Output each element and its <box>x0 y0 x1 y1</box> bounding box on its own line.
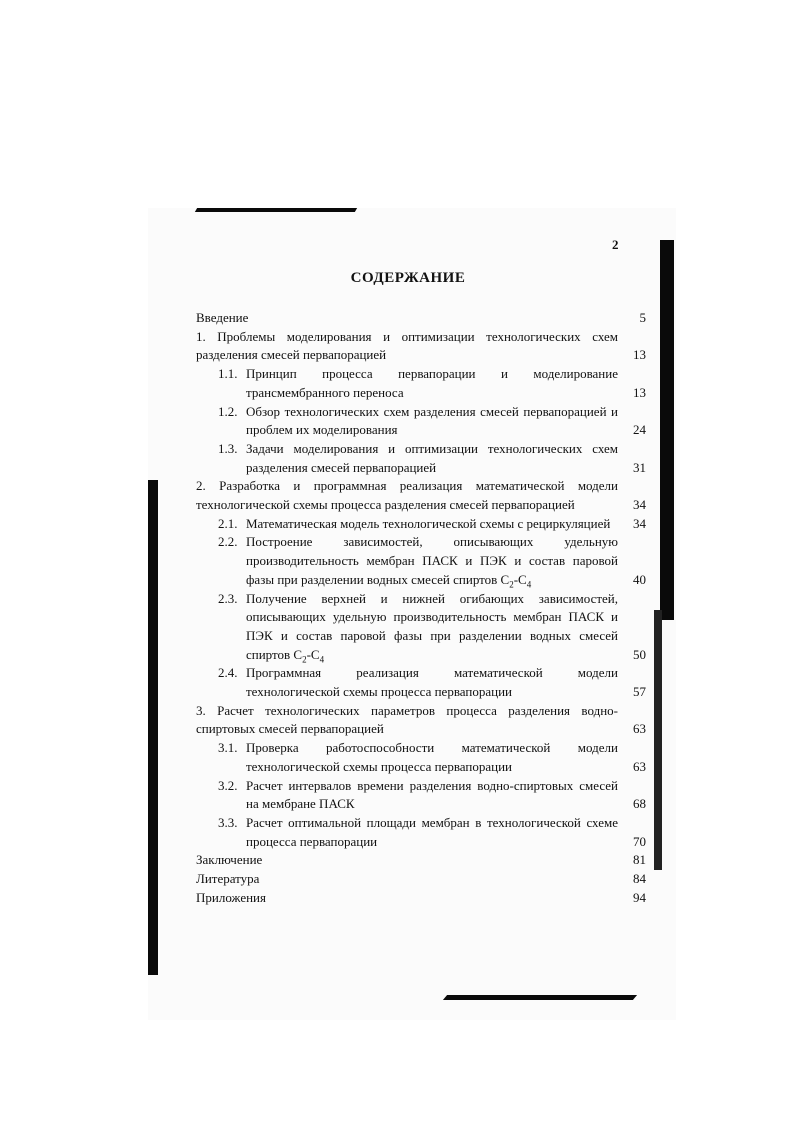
toc-title-text: Получение верхней и нижней огибающих зависимостей, описывающих удельную производительность мембран ПАСК и ПЭК и состав паровой фазы при разделении водных смесей спиртов C <box>246 590 618 662</box>
toc-entry-section-3-1[interactable] <box>196 739 646 776</box>
table-of-contents <box>196 309 646 908</box>
toc-entry-number: 3.3. <box>218 814 238 830</box>
toc-entry-number: 1.3. <box>218 440 238 456</box>
toc-title-text: Построение зависимостей, описывающих удельную производительность мембран ПАСК и ПЭК и состав паровой фазы при разделении водных смесей спиртов C <box>246 534 618 587</box>
toc-entry-title: Задачи моделирования и оптимизации технологических схем разделения смесей первапорацией <box>246 440 618 475</box>
toc-entry-section-3-3[interactable] <box>196 814 646 851</box>
toc-title-text: -C <box>306 646 320 662</box>
toc-entry-page: 34 <box>633 515 646 531</box>
toc-entry-number: 2.3. <box>218 590 238 606</box>
toc-entry-section-1-2[interactable] <box>196 403 646 440</box>
toc-entry-section-2-2[interactable] <box>196 533 646 589</box>
toc-entry-title: 3. Расчет технологических параметров процесса разделения водно-спиртовых смесей первапорацией <box>196 702 618 737</box>
toc-entry-title: 2. Разработка и программная реализация математической модели технологической схемы процесса разделения смесей первапорацией <box>196 478 618 513</box>
toc-title-text: -C <box>513 571 527 587</box>
scan-mark-bottom <box>443 995 637 1000</box>
subscript: 4 <box>526 579 532 590</box>
page-title: СОДЕРЖАНИЕ <box>350 270 466 286</box>
toc-entry-chapter-2[interactable] <box>196 477 646 514</box>
toc-entry-section-1-1[interactable] <box>196 365 646 402</box>
toc-entry-page: 63 <box>633 758 646 774</box>
toc-entry-section-2-1[interactable] <box>196 515 646 534</box>
page-number: 2 <box>612 237 619 252</box>
toc-entry-title: Приложения <box>196 889 266 905</box>
toc-entry-title: 1. Проблемы моделирования и оптимизации технологических схем разделения смесей первапорацией <box>196 328 618 363</box>
toc-entry-number: 3.2. <box>218 777 238 793</box>
toc-entry-page: 40 <box>633 571 646 587</box>
toc-entry-title: Принцип процесса первапорации и моделирование трансмембранного переноса <box>246 366 618 400</box>
scan-mark-right-lower <box>654 610 662 870</box>
subscript: 4 <box>319 654 325 665</box>
toc-entry-title: Расчет оптимальной площади мембран в технологической схеме процесса первапорации <box>246 814 618 849</box>
toc-entry-title: Проверка работоспособности математической модели технологической схемы процесса первапорации <box>246 740 618 774</box>
toc-entry-number: 2.1. <box>218 515 238 531</box>
toc-entry-page: 68 <box>633 796 646 812</box>
toc-entry-page: 5 <box>639 310 646 325</box>
toc-entry-section-1-3[interactable] <box>196 440 646 477</box>
toc-entry-intro[interactable] <box>196 309 646 328</box>
toc-entry-page: 70 <box>633 833 646 849</box>
toc-entry-section-3-2[interactable] <box>196 777 646 814</box>
toc-entry-page: 50 <box>633 646 646 662</box>
toc-entry-chapter-3[interactable] <box>196 702 646 739</box>
toc-entry-number: 2.2. <box>218 534 238 550</box>
toc-entry-page: 13 <box>633 347 646 363</box>
toc-entry-page: 81 <box>633 852 646 868</box>
toc-entry-page: 84 <box>633 871 646 887</box>
scan-mark-left <box>148 480 158 975</box>
toc-entry-title: Обзор технологических схем разделения смесей первапорацией и проблем их моделирования <box>246 403 618 438</box>
toc-entry-title: Программная реализация математической модели технологической схемы процесса первапорации <box>246 665 618 700</box>
scan-mark-right <box>660 240 674 620</box>
toc-entry-page: 31 <box>633 459 646 475</box>
subscript: 2 <box>302 654 307 665</box>
toc-entry-number: 3.1. <box>218 740 238 756</box>
toc-entry-title: Математическая модель технологической схемы с рециркуляцией <box>246 515 611 531</box>
toc-entry-section-2-3[interactable] <box>196 590 646 665</box>
toc-entry-page: 13 <box>633 384 646 400</box>
toc-entry-title <box>246 533 618 589</box>
toc-entry-chapter-1[interactable] <box>196 328 646 365</box>
toc-entry-title: Литература <box>196 871 260 887</box>
toc-entry-number: 1.1. <box>218 366 238 382</box>
toc-entry-title: Заключение <box>196 852 263 868</box>
toc-entry-number: 2.4. <box>218 665 238 681</box>
toc-entry-number: 1.2. <box>218 403 238 419</box>
toc-entry-page: 63 <box>633 721 646 737</box>
toc-entry-title: Расчет интервалов времени разделения водно-спиртовых смесей на мембране ПАСК <box>246 777 618 812</box>
scan-mark-top <box>195 208 357 212</box>
toc-entry-page: 94 <box>633 889 646 905</box>
toc-entry-page: 24 <box>633 422 646 438</box>
toc-entry-page: 34 <box>633 497 646 513</box>
toc-entry-title: Введение <box>196 310 249 325</box>
toc-entry-literature[interactable] <box>196 870 646 889</box>
toc-entry-title <box>246 590 618 665</box>
subscript: 2 <box>509 579 514 590</box>
toc-entry-section-2-4[interactable] <box>196 664 646 701</box>
toc-entry-page: 57 <box>633 684 646 700</box>
toc-entry-appendix[interactable] <box>196 889 646 908</box>
toc-entry-conclusion[interactable] <box>196 851 646 870</box>
